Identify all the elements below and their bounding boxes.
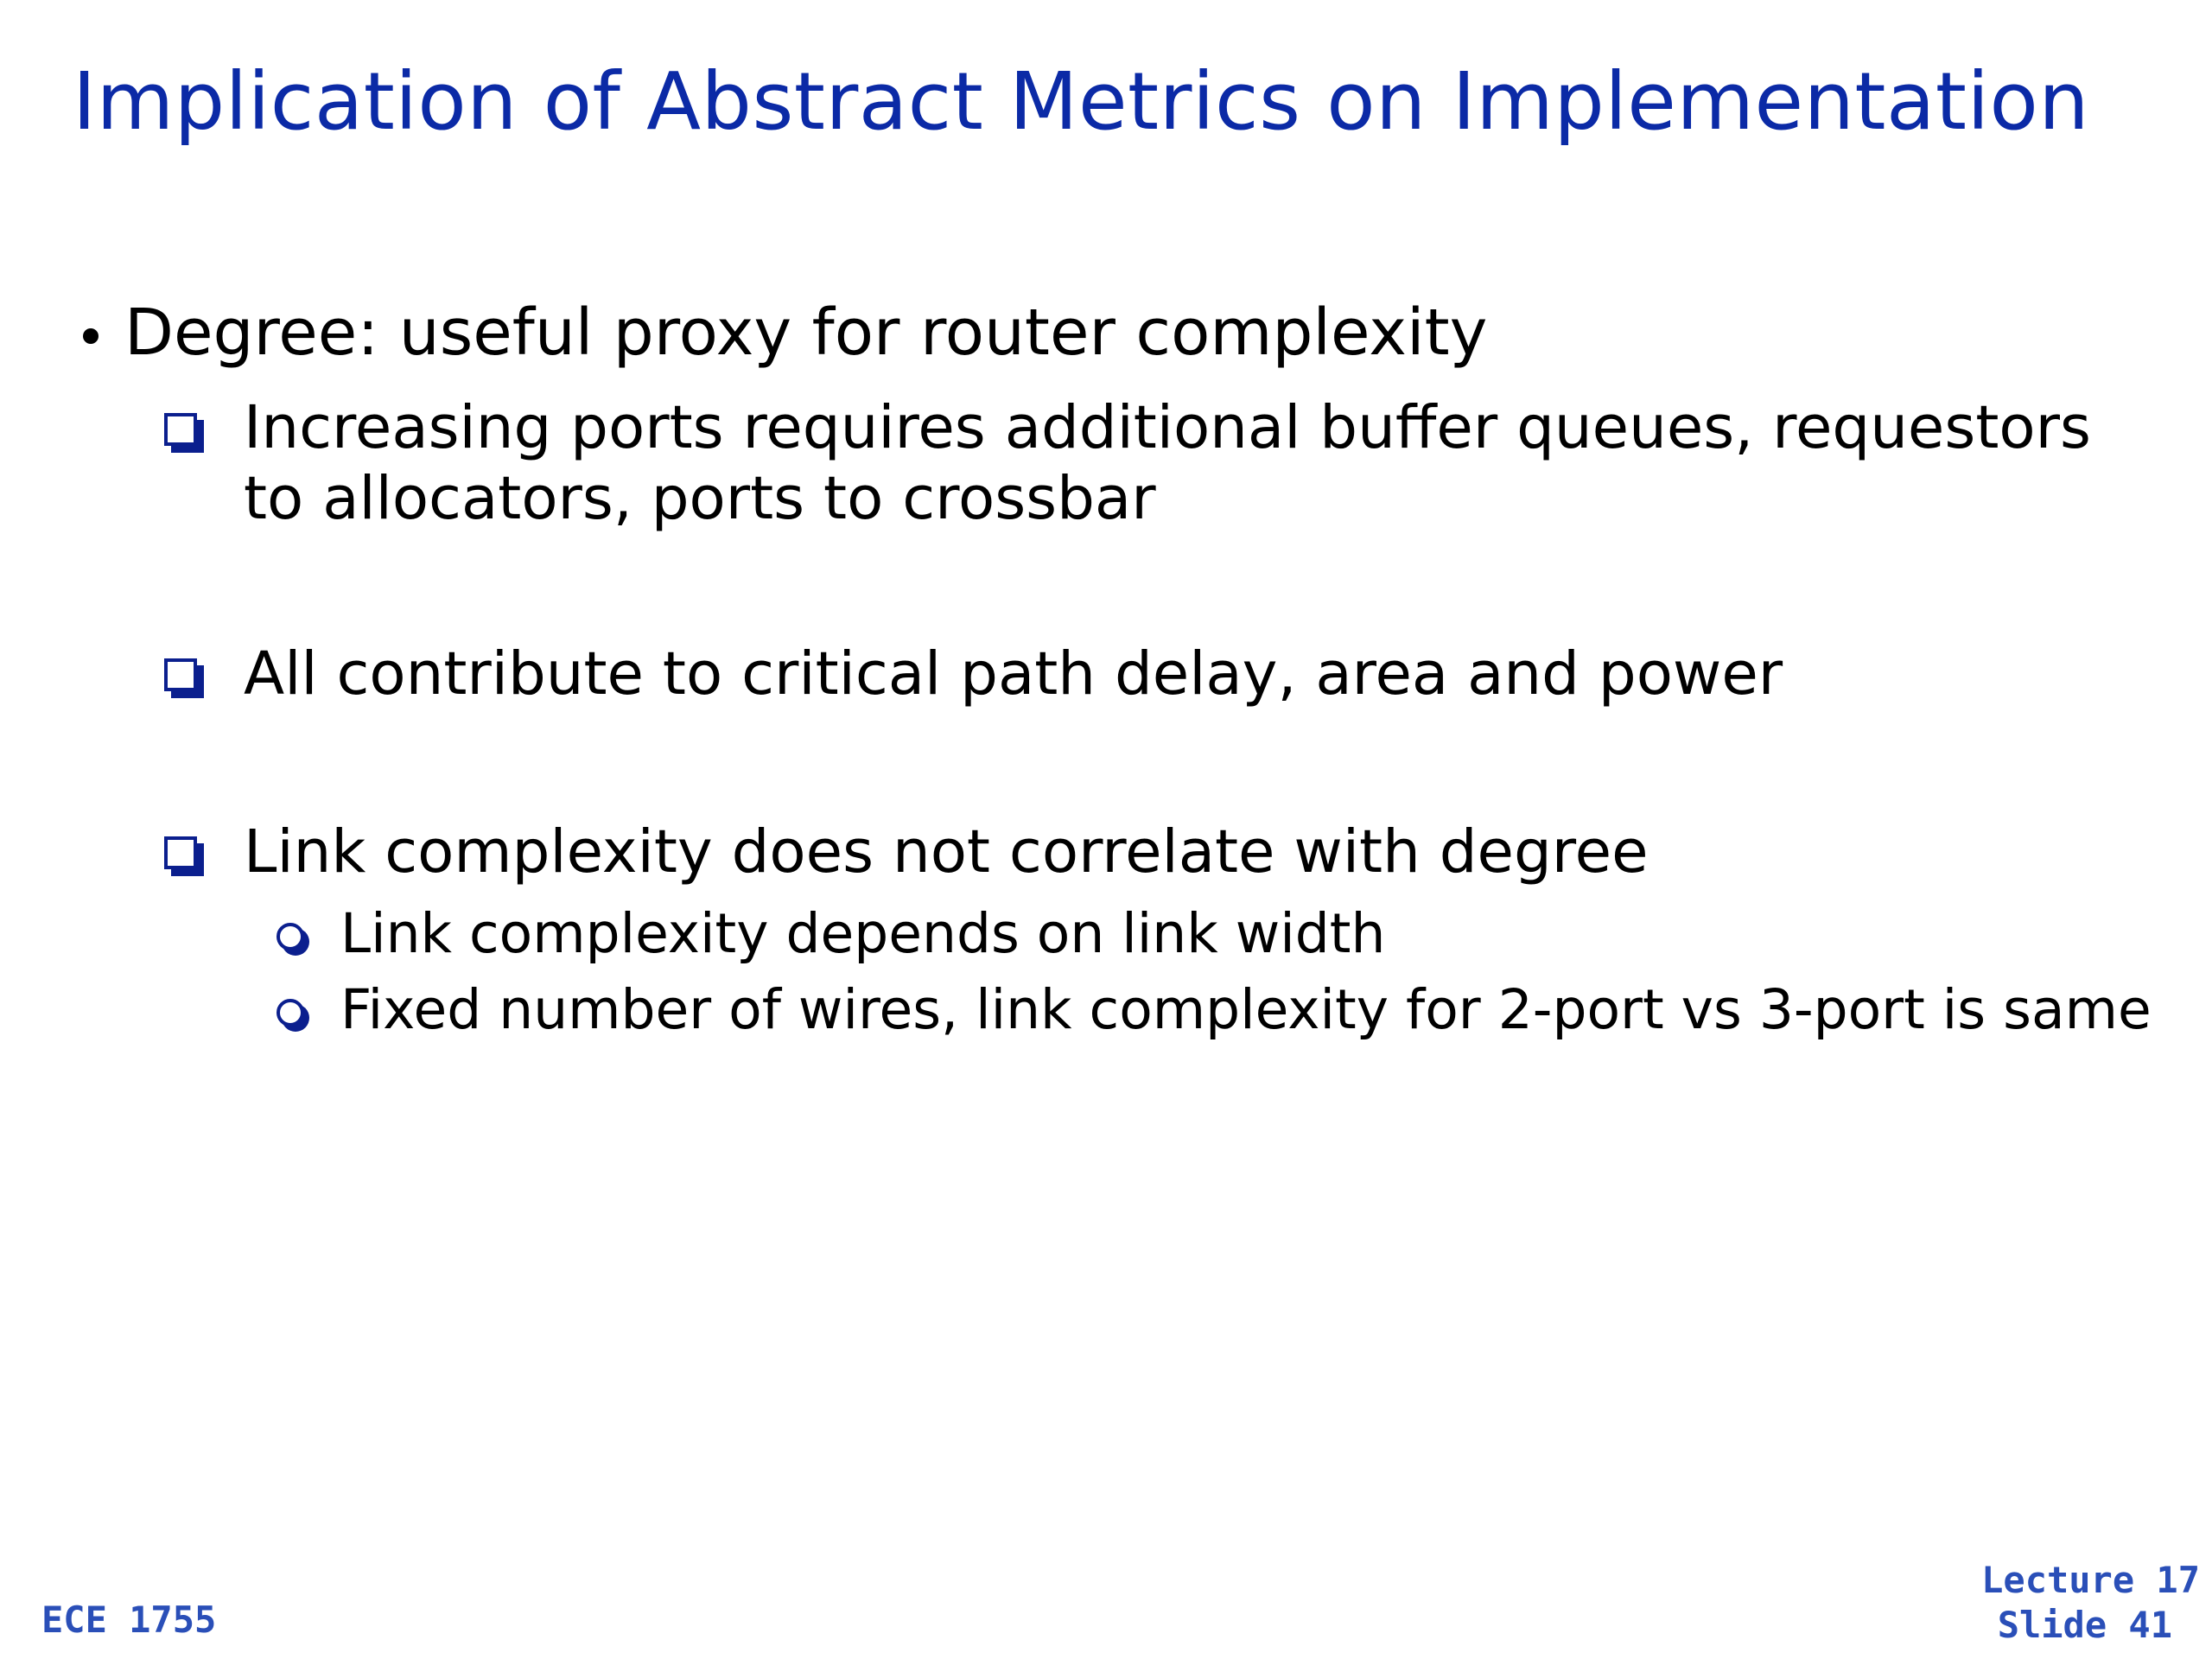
- slide-title: Implication of Abstract Metrics on Implementation: [73, 55, 2090, 148]
- square-bullet-icon: [164, 658, 197, 691]
- lecture-number: Lecture 17: [1981, 1559, 2200, 1601]
- subbullet-text: Increasing ports requires additional buffer queues, requestors: [244, 393, 2091, 462]
- square-bullet-icon: [164, 836, 197, 869]
- circle-bullet-icon: [276, 999, 304, 1027]
- circle-bullet-icon: [276, 923, 304, 950]
- subbullet-text: All contribute to critical path delay, area and power: [244, 639, 1783, 709]
- subbullet-text: Link complexity does not correlate with degree: [244, 817, 1649, 887]
- subsubbullet-text: Link complexity depends on link width: [340, 902, 1386, 965]
- course-code: ECE 1755: [41, 1599, 217, 1641]
- subbullet-text-continued: to allocators, ports to crossbar: [244, 464, 1156, 533]
- slide-number: Slide 41: [1997, 1604, 2172, 1646]
- bullet-text: Degree: useful proxy for router complexity: [124, 296, 1488, 370]
- square-bullet-icon: [164, 413, 197, 446]
- subsubbullet-text: Fixed number of wires, link complexity for 2-port vs 3-port is same: [340, 978, 2152, 1041]
- bullet-dot-icon: [83, 328, 99, 344]
